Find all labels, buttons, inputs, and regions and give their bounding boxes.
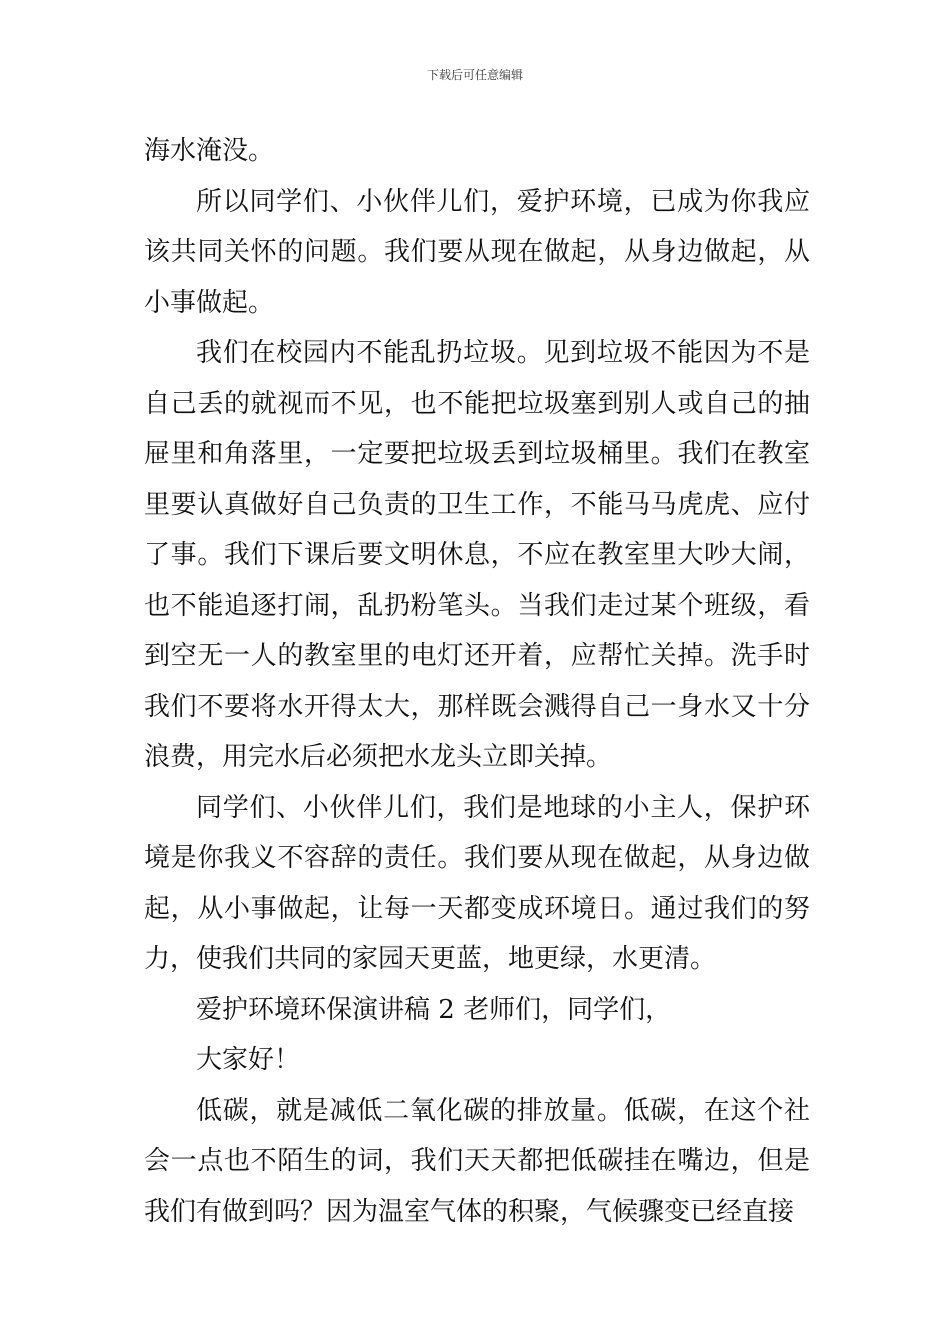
- paragraph-4: 同学们、小伙伴儿们，我们是地球的小主人，保护环境是你我义不容辞的责任。我们要从现在做起，从身边做起，从小事做起，让每一天都变成环境日。通过我们的努力，使我们共同的家园天更蓝，地更绿，水更清。: [144, 792, 810, 974]
- paragraph-3: 我们在校园内不能乱扔垃圾。见到垃圾不能因为不是自己丢的就视而不见，也不能把垃圾塞到别人或自己的抽屉里和角落里，一定要把垃圾丢到垃圾桶里。我们在教室里要认真做好自己负责的卫生工作，不能马马虎虎、应付了事。我们下课后要文明休息，不应在教室里大吵大闹，也不能追逐打闹，乱扔粉笔头。当我们走过某个班级，看到空无一人的教室里的电灯还开着，应帮忙关掉。洗手时我们不要将水开得太大，那样既会溅得自己一身水又十分浪费，用完水后必须把水龙头立即关掉。: [144, 338, 810, 772]
- document-body: [144, 126, 810, 1237]
- paragraph-6: 大家好！: [196, 1045, 301, 1075]
- paragraph-5: 爱护环境环保演讲稿 2 老师们，同学们，: [196, 994, 672, 1025]
- paragraph-1: 海水淹没。: [144, 136, 275, 166]
- paragraph-2: 所以同学们、小伙伴儿们，爱护环境，已成为你我应该共同关怀的问题。我们要从现在做起，从身边做起，从小事做起。: [144, 186, 810, 318]
- paragraph-7: 低碳，就是减低二氧化碳的排放量。低碳，在这个社会一点也不陌生的词，我们天天都把低碳挂在嘴边，但是我们有做到吗？因为温室气体的积聚，气候骤变已经直接: [144, 1095, 810, 1227]
- page-header: 下载后可任意编辑: [426, 68, 523, 82]
